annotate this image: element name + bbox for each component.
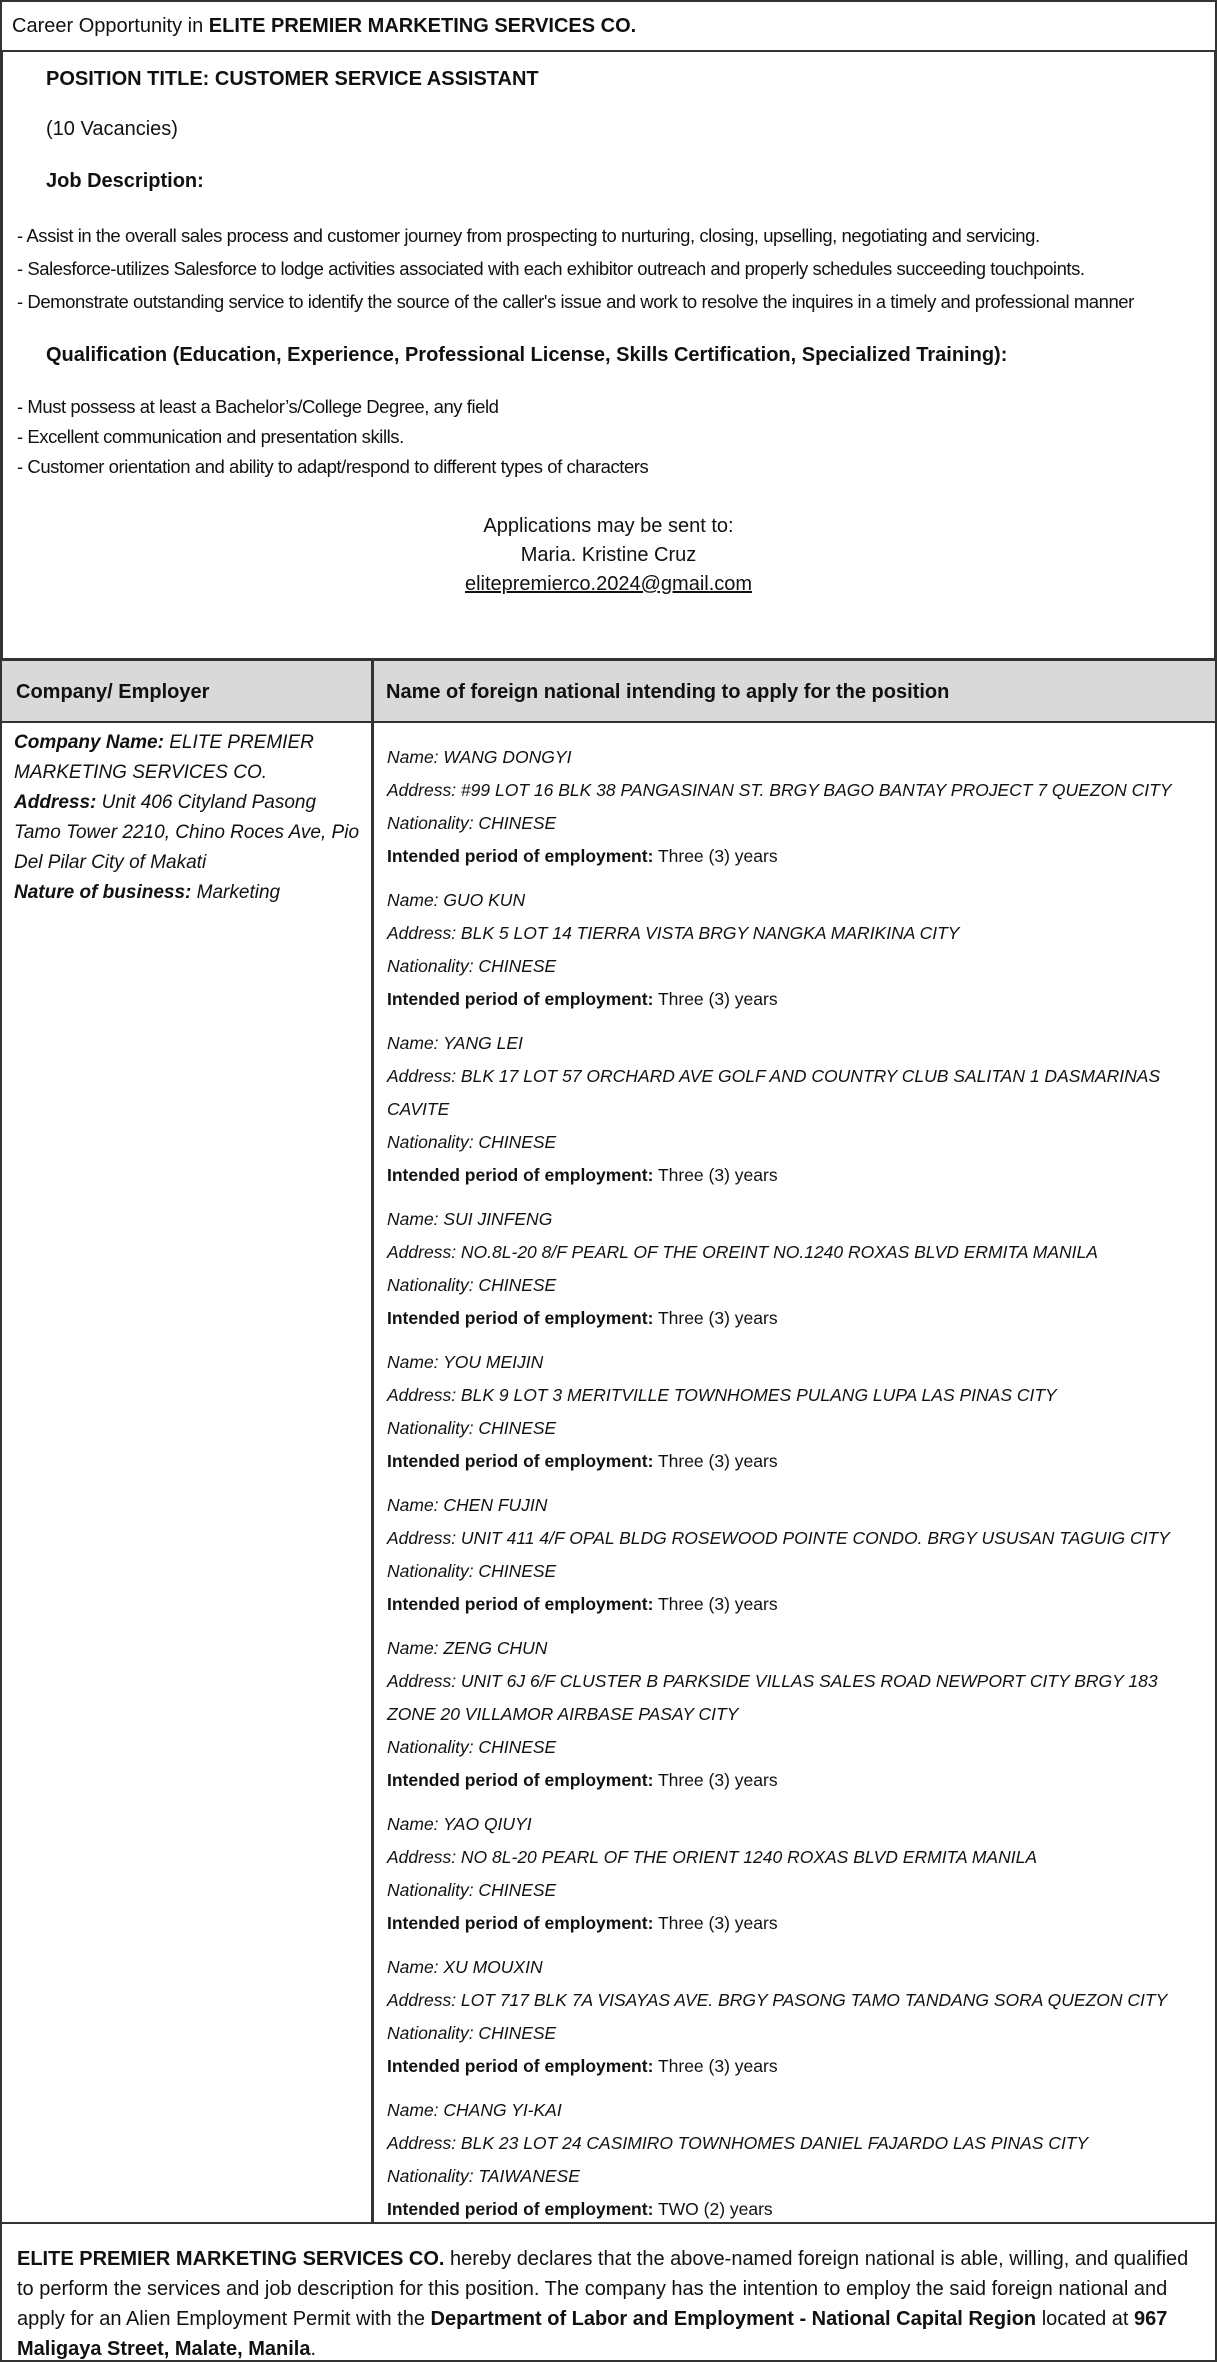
period-label: Intended period of employment: [387,1165,654,1185]
applicant-nationality: Nationality: CHINESE [387,1132,557,1152]
applicant-name: Name: GUO KUN [387,890,526,910]
period-value: Three (3) years [653,1165,778,1185]
applicant-period [387,1907,1207,1940]
period-value: Three (3) years [653,1770,778,1790]
period-value: Three (3) years [653,989,778,1009]
applicant-address: Address: BLK 17 LOT 57 ORCHARD AVE GOLF AND COUNTRY CLUB SALITAN 1 DASMARINAS CAVITE [387,1066,1161,1119]
duty-item: - Demonstrate outstanding service to identify the source of the caller's issue and work to resolve the inquires in a timely and professional manner [17,285,1217,318]
applicant-entry [387,2094,1207,2226]
applicant-name: Name: CHEN FUJIN [387,1495,548,1515]
declaration-company: ELITE PREMIER MARKETING SERVICES CO. [17,2248,445,2270]
period-label: Intended period of employment: [387,1594,654,1614]
table-header [2,661,1215,723]
period-value: Three (3) years [653,1913,778,1933]
applicant-name: Name: CHANG YI-KAI [387,2100,562,2120]
page-header [0,0,1217,52]
applicant-entry [387,1489,1207,1621]
applicant-address: Address: NO 8L-20 PEARL OF THE ORIENT 1240 ROXAS BLVD ERMITA MANILA [387,1847,1037,1867]
applicant-name: Name: ZENG CHUN [387,1638,548,1658]
applicant-period [387,983,1207,1016]
applicant-nationality: Nationality: CHINESE [387,1275,557,1295]
applicant-entry [387,1632,1207,1797]
qualifications-list [17,392,1207,482]
period-label: Intended period of employment: [387,1913,654,1933]
vacancies: (10 Vacancies) [46,118,178,140]
applicant-address: Address: BLK 9 LOT 3 MERITVILLE TOWNHOMES PULANG LUPA LAS PINAS CITY [387,1385,1057,1405]
applicants-table [0,661,1217,2222]
period-label: Intended period of employment: [387,1451,654,1471]
applicant-period [387,1302,1207,1335]
period-label: Intended period of employment: [387,2056,654,2076]
applicant-address: Address: LOT 717 BLK 7A VISAYAS AVE. BRGY PASONG TAMO TANDANG SORA QUEZON CITY [387,1990,1168,2010]
period-label: Intended period of employment: [387,2199,654,2219]
applicant-name: Name: SUI JINFENG [387,1209,553,1229]
job-description-heading: Job Description: [46,170,204,192]
period-label: Intended period of employment: [387,1308,654,1328]
period-label: Intended period of employment: [387,846,654,866]
applicant-nationality: Nationality: CHINESE [387,1418,557,1438]
applicant-address: Address: BLK 5 LOT 14 TIERRA VISTA BRGY NANGKA MARIKINA CITY [387,923,960,943]
column-header-foreign-national: Name of foreign national intending to apply for the position [386,681,950,703]
applicants-list [387,741,1207,2237]
period-value: Three (3) years [653,1308,778,1328]
apply-line: Applications may be sent to: [483,515,734,537]
company-name-label: Company Name: [14,732,164,753]
applicant-period [387,1588,1207,1621]
applicant-address: Address: UNIT 6J 6/F CLUSTER B PARKSIDE VILLAS SALES ROAD NEWPORT CITY BRGY 183 ZONE 20 VILLAMOR AIRBASE PASAY CITY [387,1671,1158,1724]
applicant-name: Name: WANG DONGYI [387,747,572,767]
applicant-entry [387,1203,1207,1335]
period-value: Three (3) years [653,1451,778,1471]
applicant-nationality: Nationality: CHINESE [387,813,557,833]
applicant-address: Address: UNIT 411 4/F OPAL BLDG ROSEWOOD POINTE CONDO. BRGY USUSAN TAGUIG CITY [387,1528,1170,1548]
period-value: TWO (2) years [653,2199,773,2219]
contact-email-link[interactable]: elitepremierco.2024@gmail.com [464,573,753,595]
qualification-heading: Qualification (Education, Experience, Professional License, Skills Certification, Specialized Training): [46,344,1008,366]
header-prefix: Career Opportunity in [12,15,209,37]
declaration-office: Department of Labor and Employment - National Capital Region [430,2308,1037,2330]
applicant-address: Address: #99 LOT 16 BLK 38 PANGASINAN ST. BRGY BAGO BANTAY PROJECT 7 QUEZON CITY [387,780,1172,800]
applicant-period [387,1159,1207,1192]
applicant-address: Address: BLK 23 LOT 24 CASIMIRO TOWNHOMES DANIEL FAJARDO LAS PINAS CITY [387,2133,1089,2153]
applicant-nationality: Nationality: TAIWANESE [387,2166,580,2186]
declaration-text-2: located at [1036,2308,1134,2330]
applicant-nationality: Nationality: CHINESE [387,956,557,976]
company-name: ELITE PREMIER MARKETING SERVICES CO. [14,732,314,783]
declaration [0,2222,1217,2362]
applicant-period [387,840,1207,873]
applicant-entry [387,1808,1207,1940]
applicant-name: Name: XU MOUXIN [387,1957,543,1977]
applicant-entry [387,1951,1207,2083]
company-info [14,728,364,908]
period-label: Intended period of employment: [387,989,654,1009]
applicant-nationality: Nationality: CHINESE [387,1880,557,1900]
business-value: Marketing [191,882,281,903]
applicant-entry [387,884,1207,1016]
period-value: Three (3) years [653,846,778,866]
business-label: Nature of business: [14,882,192,903]
job-section [0,52,1217,661]
qualification-item: - Customer orientation and ability to adapt/respond to different types of characters [17,452,1207,482]
declaration-end: . [310,2338,316,2360]
applicant-nationality: Nationality: CHINESE [387,2023,557,2043]
position-title: POSITION TITLE: CUSTOMER SERVICE ASSISTANT [46,68,539,90]
duty-item: - Assist in the overall sales process and customer journey from prospecting to nurturing, closing, upselling, negotiating and servicing. [17,219,1217,252]
applicant-name: Name: YANG LEI [387,1033,523,1053]
period-label: Intended period of employment: [387,1770,654,1790]
applicant-name: Name: YAO QIUYI [387,1814,532,1834]
applicant-entry [387,1027,1207,1192]
header-company: ELITE PREMIER MARKETING SERVICES CO. [208,15,637,37]
contact-name: Maria. Kristine Cruz [520,544,697,566]
period-value: Three (3) years [653,1594,778,1614]
period-value: Three (3) years [653,2056,778,2076]
duties-list [17,219,1217,318]
column-divider [371,661,374,2222]
applicant-name: Name: YOU MEIJIN [387,1352,544,1372]
applicant-period [387,1764,1207,1797]
qualification-item: - Must possess at least a Bachelor’s/College Degree, any field [17,392,1207,422]
applicant-period [387,2050,1207,2083]
application-contact [3,512,1214,599]
applicant-nationality: Nationality: CHINESE [387,1561,557,1581]
declaration-location: 967 Maligaya Street, Malate, Manila [17,2308,1168,2360]
duty-item: - Salesforce-utilizes Salesforce to lodge activities associated with each exhibitor outreach and properly schedules succeeding touchpoints. [17,252,1217,285]
declaration-text-1: hereby declares that the above-named foreign national is able, willing, and qualified to perform the services and job description for this position. The company has the intention to employ the said foreign national and apply for an Alien Employment Permit with the [17,2248,1189,2330]
company-address-label: Address: [14,792,97,813]
qualification-item: - Excellent communication and presentation skills. [17,422,1207,452]
column-header-employer: Company/ Employer [16,681,210,703]
company-address: Unit 406 Cityland Pasong Tamo Tower 2210, Chino Roces Ave, Pio Del Pilar City of Makati [14,792,360,873]
applicant-nationality: Nationality: CHINESE [387,1737,557,1757]
applicant-entry [387,741,1207,873]
applicant-period [387,1445,1207,1478]
applicant-entry [387,1346,1207,1478]
applicant-address: Address: NO.8L-20 8/F PEARL OF THE OREINT NO.1240 ROXAS BLVD ERMITA MANILA [387,1242,1098,1262]
